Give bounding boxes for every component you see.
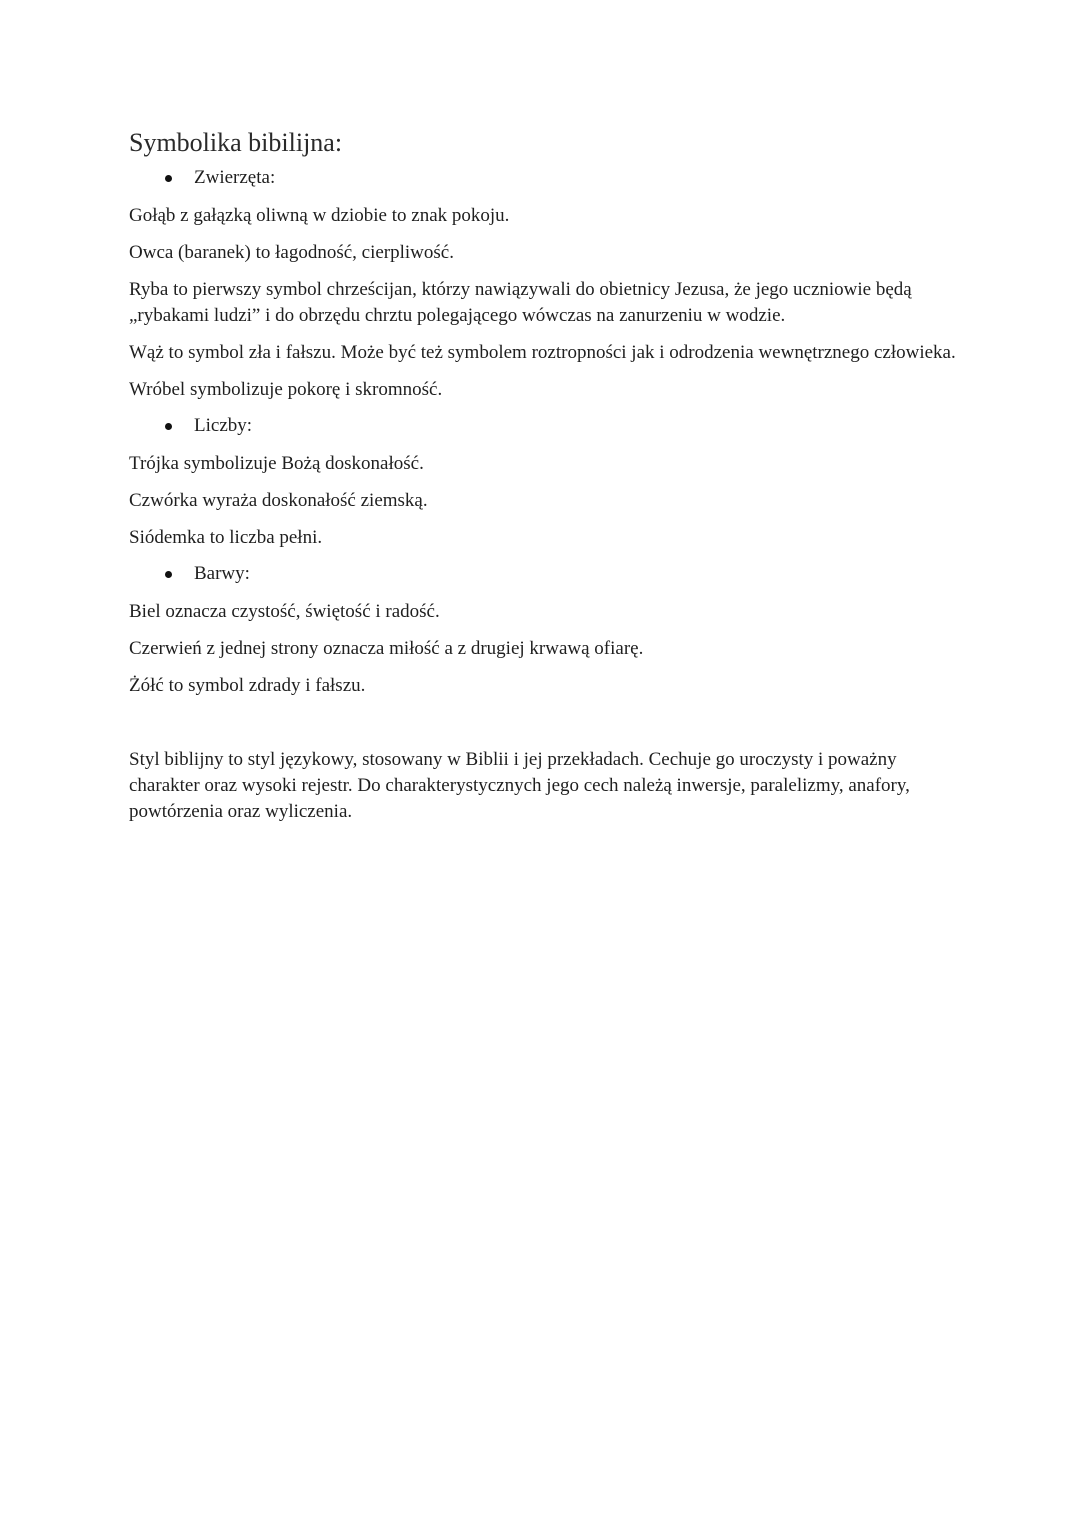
document-page bbox=[129, 126, 959, 836]
paragraph: Gołąb z gałązką oliwną w dziobie to znak pokoju. bbox=[129, 205, 510, 226]
paragraph: Owca (baranek) to łagodność, cierpliwość. bbox=[129, 242, 454, 263]
bullet-icon bbox=[165, 571, 172, 578]
document-title: Symbolika bibilijna: bbox=[129, 128, 343, 157]
paragraph: Wąż to symbol zła i fałszu. Może być też symbolem roztropności jak i odrodzenia wewnętrznego człowieka. bbox=[129, 342, 956, 363]
section-heading-label: Liczby: bbox=[194, 415, 253, 436]
bullet-icon bbox=[165, 175, 172, 182]
paragraph: Czwórka wyraża doskonałość ziemską. bbox=[129, 490, 428, 511]
section-heading-animals bbox=[129, 166, 959, 190]
paragraph: Wróbel symbolizuje pokorę i skromność. bbox=[129, 379, 443, 400]
bullet-icon bbox=[165, 423, 172, 430]
section-heading-label: Barwy: bbox=[194, 563, 250, 584]
paragraph: Czerwień z jednej strony oznacza miłość a z drugiej krwawą ofiarę. bbox=[129, 638, 644, 659]
paragraph: Żółć to symbol zdrady i fałszu. bbox=[129, 675, 366, 696]
paragraph: Biel oznacza czystość, świętość i radość. bbox=[129, 601, 440, 622]
paragraph: Ryba to pierwszy symbol chrześcijan, którzy nawiązywali do obietnicy Jezusa, że jego uczniowie będą „rybakami ludzi” i do obrzędu chrztu polegającego wówczas na zanurzeniu w wodzie. bbox=[129, 279, 912, 326]
closing-paragraph: Styl biblijny to styl językowy, stosowany w Biblii i jej przekładach. Cechuje go uroczysty i poważny charakter oraz wysoki rejestr. Do charakterystycznych jego cech należą inwersje, paralelizmy, anafory, powtórzenia oraz wyliczenia. bbox=[129, 749, 910, 822]
section-heading-label: Zwierzęta: bbox=[194, 167, 276, 188]
paragraph: Trójka symbolizuje Bożą doskonałość. bbox=[129, 453, 424, 474]
section-heading-colors bbox=[129, 562, 959, 586]
paragraph: Siódemka to liczba pełni. bbox=[129, 527, 323, 548]
spacer bbox=[129, 710, 959, 747]
section-heading-numbers bbox=[129, 414, 959, 438]
